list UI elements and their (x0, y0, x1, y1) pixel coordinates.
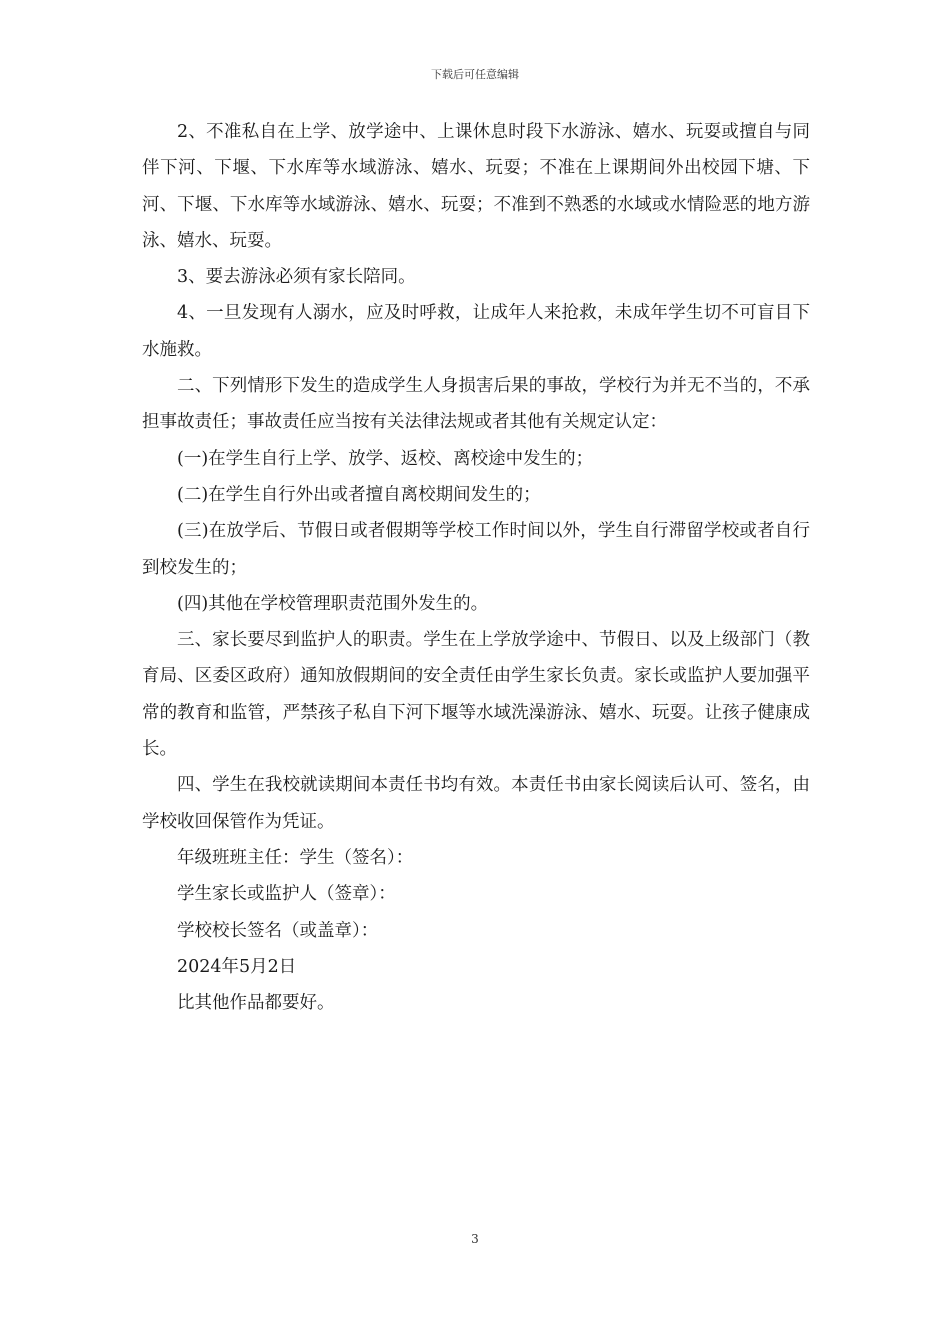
document-date: 2024年5月2日 (177, 956, 297, 977)
signature-parent: 学生家长或监护人（签章）： (177, 884, 396, 905)
paragraph-section-4: 四、学生在我校就读期间本责任书均有效。本责任书由家长阅读后认可、签名，由学校收回保管作为凭证。 (142, 775, 810, 832)
paragraph-case-2: (二)在学生自行外出或者擅自离校期间发生的； (177, 484, 541, 505)
paragraph-case-1: (一)在学生自行上学、放学、返校、离校途中发生的； (177, 448, 594, 469)
closing-line: 比其他作品都要好。 (177, 993, 335, 1014)
paragraph-section-3: 三、家长要尽到监护人的职责。学生在上学放学途中、节假日、以及上级部门（教育局、区委区政府）通知放假期间的安全责任由学生家长负责。家长或监护人要加强平常的教育和监管，严禁孩子私自下河下堰等水域洗澡游泳、嬉水、玩耍。让孩子健康成长。 (142, 630, 810, 760)
paragraph-rule-4: 4、一旦发现有人溺水，应及时呼救，让成年人来抢救，未成年学生切不可盲目下水施救。 (142, 303, 810, 360)
paragraph-rule-2: 2、不准私自在上学、放学途中、上课休息时段下水游泳、嬉水、玩耍或擅自与同伴下河、下堰、下水库等水域游泳、嬉水、玩耍；不准在上课期间外出校园下塘、下河、下堰、下水库等水域游泳、嬉水、玩耍；不准到不熟悉的水域或水情险恶的地方游泳、嬉水、玩耍。 (142, 122, 810, 251)
document-body (142, 114, 810, 1021)
signature-principal: 学校校长签名（或盖章）： (177, 920, 379, 941)
paragraph-section-2: 二、下列情形下发生的造成学生人身损害后果的事故，学校行为并无不当的，不承担事故责任；事故责任应当按有关法律法规或者其他有关规定认定： (142, 376, 810, 433)
signature-teacher-student: 年级班班主任：学生（签名）： (177, 847, 414, 868)
paragraph-case-3: (三)在放学后、节假日或者假期等学校工作时间以外，学生自行滞留学校或者自行到校发生的； (142, 521, 810, 578)
paragraph-case-4: (四)其他在学校管理职责范围外发生的。 (177, 593, 489, 614)
page-header: 下载后可任意编辑 (431, 68, 519, 81)
page-number: 3 (471, 1232, 479, 1246)
paragraph-rule-3: 3、要去游泳必须有家长陪同。 (177, 267, 416, 288)
